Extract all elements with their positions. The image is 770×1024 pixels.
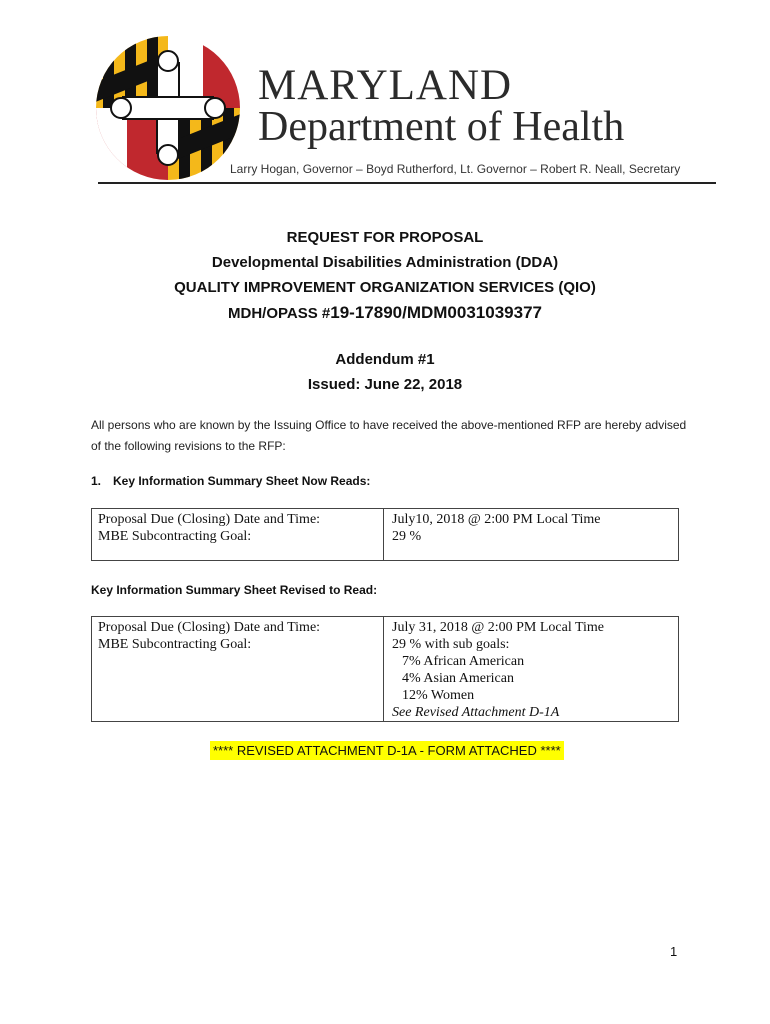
value-due-date: July 31, 2018 @ 2:00 PM Local Time (392, 620, 605, 635)
rfp-number-value: 19-17890/MDM0031039377 (330, 303, 542, 322)
addendum-title: Addendum #1 (335, 351, 435, 368)
value-mbe-goal: 29 % with sub goals: (392, 637, 510, 652)
section-heading-text: Key Information Summary Sheet Now Reads: (113, 474, 371, 488)
current-info-table (91, 508, 679, 561)
page-number: 1 (670, 944, 678, 959)
maryland-flag-seal-icon (93, 33, 243, 183)
sub-goal-african-american: 7% African American (402, 654, 525, 669)
section-heading (91, 474, 370, 488)
table-label-column (92, 617, 384, 721)
letterhead-divider (98, 182, 716, 184)
value-mbe-goal: 29 % (392, 529, 422, 544)
rfp-number (0, 303, 770, 323)
label-due-date: Proposal Due (Closing) Date and Time: (98, 620, 321, 635)
org-name-line1: MARYLAND (258, 62, 513, 109)
sub-goal-asian-american: 4% Asian American (402, 671, 514, 686)
table-value-column (384, 509, 678, 560)
sub-goal-women: 12% Women (402, 688, 475, 703)
label-mbe-goal: MBE Subcontracting Goal: (98, 637, 252, 652)
revised-heading: Key Information Summary Sheet Revised to Read: (91, 583, 378, 597)
table-value-column (384, 617, 678, 721)
section-number: 1. (91, 474, 102, 488)
label-mbe-goal: MBE Subcontracting Goal: (98, 529, 252, 544)
rfp-title: REQUEST FOR PROPOSAL (286, 229, 484, 246)
intro-paragraph: All persons who are known by the Issuing Office to have received the above-mentioned RFP are hereby advised of the following revisions to the RFP: (91, 418, 687, 453)
rfp-service: QUALITY IMPROVEMENT ORGANIZATION SERVICES (QIO) (174, 279, 596, 296)
officials-line: Larry Hogan, Governor – Boyd Rutherford, Lt. Governor – Robert R. Neall, Secretary (230, 162, 681, 176)
rfp-number-prefix: MDH/OPASS # (228, 305, 331, 322)
label-due-date: Proposal Due (Closing) Date and Time: (98, 512, 321, 527)
value-due-date: July10, 2018 @ 2:00 PM Local Time (392, 512, 601, 527)
attachment-note: See Revised Attachment D-1A (392, 705, 560, 720)
table-label-column (92, 509, 384, 560)
issued-date: Issued: June 22, 2018 (307, 376, 463, 393)
rfp-agency: Developmental Disabilities Administration (DDA) (211, 254, 559, 271)
attachment-banner: **** REVISED ATTACHMENT D-1A - FORM ATTACHED **** (210, 741, 564, 760)
org-name-line2: Department of Health (258, 104, 625, 150)
revised-info-table (91, 616, 679, 722)
